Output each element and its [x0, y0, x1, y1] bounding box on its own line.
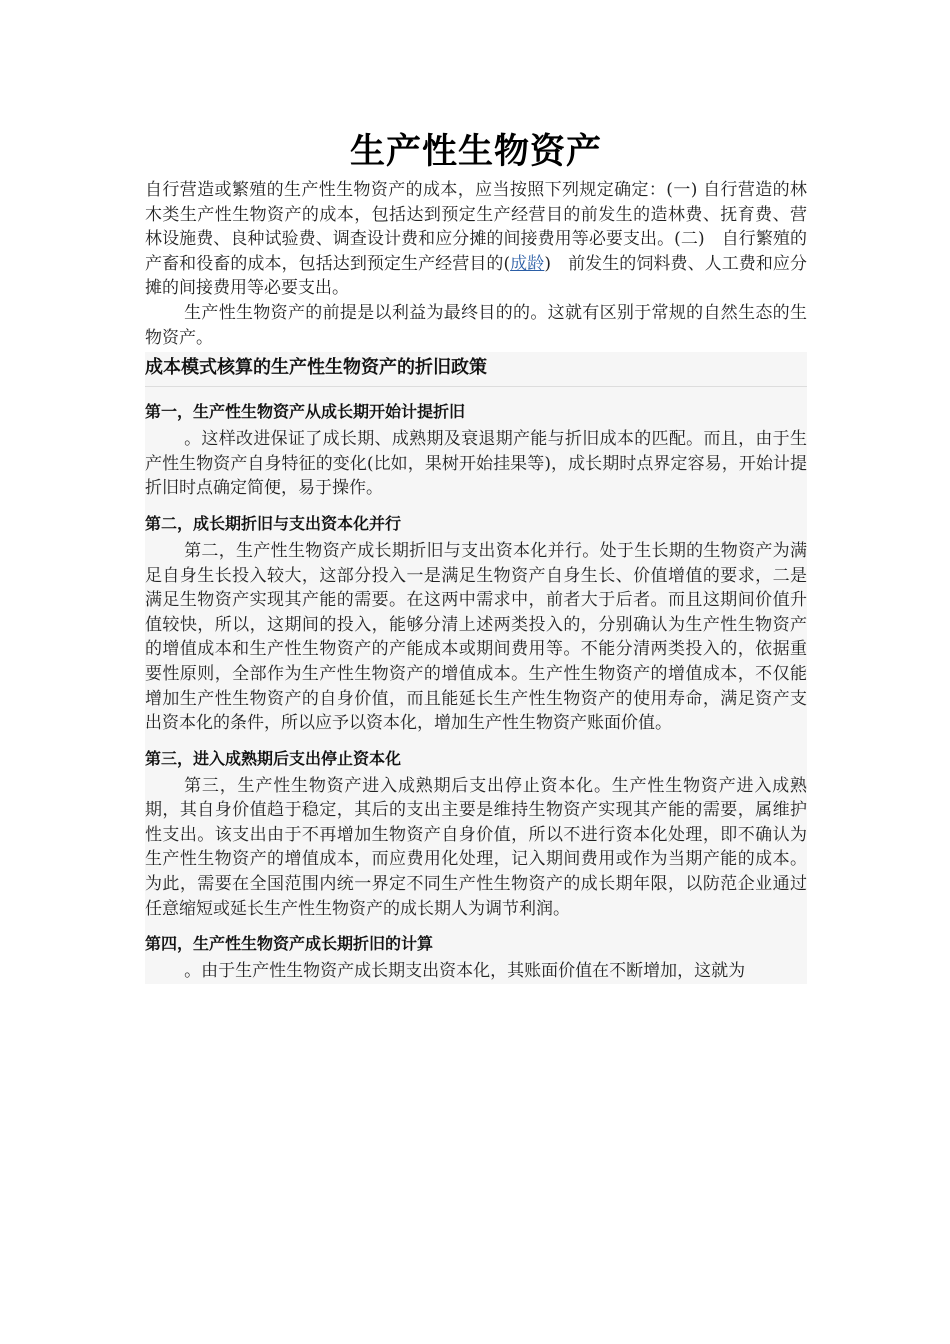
- item-heading: 第四，生产性生物资产成长期折旧的计算: [145, 934, 434, 954]
- item-heading: 第三，进入成熟期后支出停止资本化: [145, 748, 402, 768]
- premise-paragraph: 生产性生物资产的前提是以利益为最终目的的。这就有区别于常规的自然生态的生物资产。: [145, 302, 807, 348]
- intro-text-after-link: ) 前发生的饲料费、人工费和应分摊的间接费用等必要支出。: [145, 253, 808, 299]
- document-page: [145, 128, 807, 984]
- section-heading: 成本模式核算的生产性生物资产的折旧政策: [145, 352, 807, 387]
- item-2: [145, 513, 807, 736]
- page-title: 生产性生物资产: [349, 132, 602, 172]
- intro-text-before-link: 自行营造或繁殖的生产性生物资产的成本，应当按照下列规定确定：(一) 自行营造的林木类生产性生物资产的成本，包括达到预定生产经营目的前发生的造林费、抚育费、营林设施费、良种试验费、调查设计费和应分摊的间接费用等必要支出。(二) 自行繁殖的产畜和役畜的成本，包括达到预定生产经营目的(: [145, 180, 807, 274]
- item-body: 第二，生产性生物资产成长期折旧与支出资本化并行。处于生长期的生物资产为满足自身生长投入较大，这部分投入一是满足生物资产自身生长、价值增值的要求，二是满足生物资产实现其产能的需要。在这两中需求中，前者大于后者。而且这期间价值升值较快，所以，这期间的投入，能够分清上述两类投入的，分别确认为生产性生物资产的增值成本和生产性生物资产的产能成本或期间费用等。不能分清两类投入的，依据重要性原则，全部作为生产性生物资产的增值成本。生产性生物资产的增值成本，不仅能增加生产性生物资产的自身价值，而且能延长生产性生物资产的使用寿命，满足资产支出资本化的条件，所以应予以资本化，增加生产性生物资产账面价值。: [145, 540, 807, 734]
- item-4: [145, 933, 807, 984]
- chengling-link[interactable]: 成龄: [510, 253, 545, 274]
- item-1: [145, 401, 807, 501]
- item-body: 。由于生产性生物资产成长期支出资本化，其账面价值在不断增加，这就为: [184, 961, 746, 982]
- item-body: 第三，生产性生物资产进入成熟期后支出停止资本化。生产性生物资产进入成熟期，其自身价值趋于稳定，其后的支出主要是维持生物资产实现其产能的需要，属维护性支出。该支出由于不再增加生物资产自身价值，所以不进行资本化处理，即不确认为生产性生物资产的增值成本，而应费用化处理，记入期间费用或作为当期产能的成本。为此，需要在全国范围内统一界定不同生产性生物资产的成长期年限，以防范企业通过任意缩短或延长生产性生物资产的成长期人为调节利润。: [145, 775, 807, 919]
- depreciation-section: [145, 352, 807, 984]
- intro-paragraph: [145, 178, 807, 301]
- item-heading: 第二，成长期折旧与支出资本化并行: [145, 513, 402, 533]
- item-3: [145, 748, 807, 922]
- item-heading: 第一，生产性生物资产从成长期开始计提折旧: [145, 402, 466, 422]
- item-body: 。这样改进保证了成长期、成熟期及衰退期产能与折旧成本的匹配。而且，由于生产性生物资产自身特征的变化(比如，果树开始挂果等)，成长期时点界定容易，开始计提折旧时点确定简便，易于操作。: [145, 429, 807, 499]
